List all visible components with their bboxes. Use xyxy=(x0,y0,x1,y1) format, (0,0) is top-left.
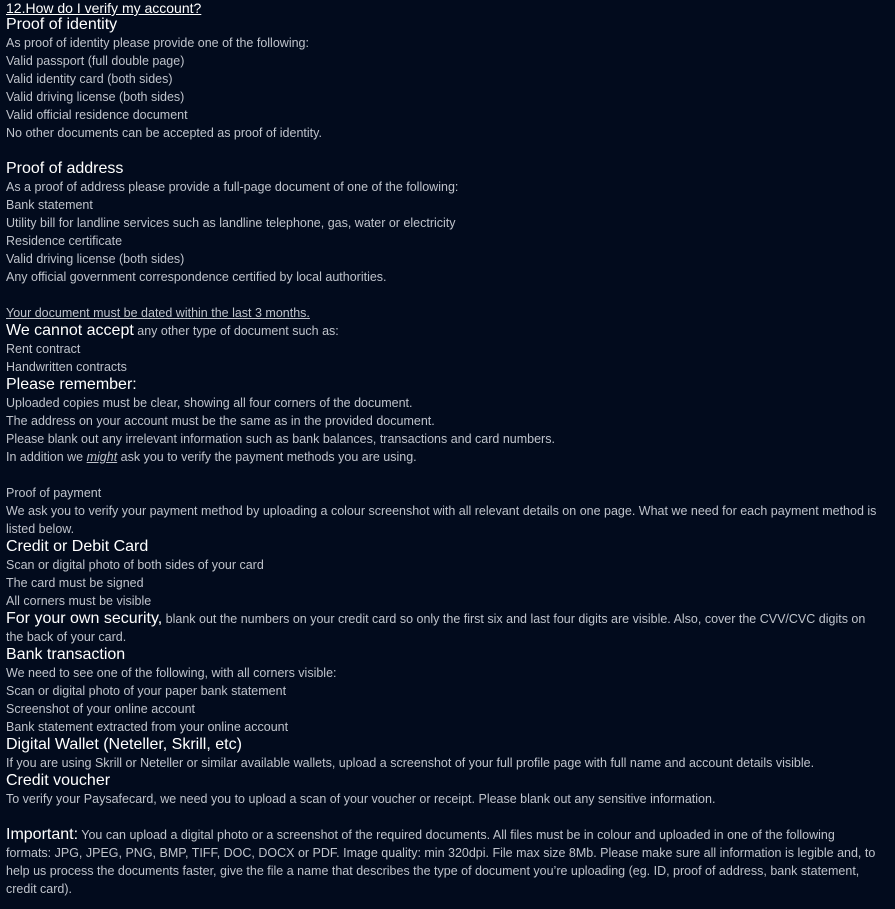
cannot-accept-item: Handwritten contracts xyxy=(6,360,127,374)
bank-line: Screenshot of your online account xyxy=(6,702,196,716)
identity-line: Valid identity card (both sides) xyxy=(6,72,173,86)
remember-line: The address on your account must be the same as in the provided document. xyxy=(6,414,435,428)
identity-line: No other documents can be accepted as proof of identity. xyxy=(6,126,322,140)
remember-might-line xyxy=(6,448,889,466)
card-line: Scan or digital photo of both sides of your card xyxy=(6,558,264,572)
question-title-link[interactable]: 12.How do I verify my account? xyxy=(6,0,202,16)
address-heading: Proof of address xyxy=(6,160,124,177)
address-line: Bank statement xyxy=(6,198,93,212)
might-word: might xyxy=(86,450,118,464)
identity-line: Valid passport (full double page) xyxy=(6,54,185,68)
address-line: Utility bill for landline services such as landline telephone, gas, water or electricity xyxy=(6,216,456,230)
voucher-text: To verify your Paysafecard, we need you to upload a scan of your voucher or receipt. Please blank out any sensitive information. xyxy=(6,792,716,806)
bank-line: Bank statement extracted from your online account xyxy=(6,720,289,734)
remember-line: Please blank out any irrelevant information such as bank balances, transactions and card numbers. xyxy=(6,432,555,446)
spacer xyxy=(6,808,889,826)
spacer xyxy=(6,142,889,160)
cannot-accept-item: Rent contract xyxy=(6,342,81,356)
identity-line: As proof of identity please provide one of the following: xyxy=(6,36,309,50)
cannot-accept-lead: We cannot accept xyxy=(6,322,134,339)
cannot-accept-line xyxy=(6,322,889,340)
payment-label: Proof of payment xyxy=(6,486,102,500)
might-pre: In addition we xyxy=(6,450,87,464)
address-line: Residence certificate xyxy=(6,234,123,248)
cannot-accept-rest: any other type of document such as: xyxy=(133,324,339,338)
important-lead: Important: xyxy=(6,826,79,843)
identity-heading: Proof of identity xyxy=(6,16,118,33)
might-post: ask you to verify the payment methods you are using. xyxy=(117,450,417,464)
spacer xyxy=(6,466,889,484)
dated-note: Your document must be dated within the last 3 months. xyxy=(6,306,310,320)
security-lead: For your own security, xyxy=(6,610,163,627)
wallet-heading: Digital Wallet (Neteller, Skrill, etc) xyxy=(6,736,242,753)
bank-heading: Bank transaction xyxy=(6,646,126,663)
card-heading: Credit or Debit Card xyxy=(6,538,149,555)
voucher-heading: Credit voucher xyxy=(6,772,111,789)
security-rest: blank out the numbers on your credit card so only the first six and last four digits are visible. Also, cover the CVV/CVC digits on the back of your card. xyxy=(6,612,866,644)
payment-intro: We ask you to verify your payment method by uploading a colour screenshot with all relevant details on one page. What we need for each payment method is listed below. xyxy=(6,504,877,536)
address-line: Any official government correspondence certified by local authorities. xyxy=(6,270,387,284)
address-line: As a proof of address please provide a full-page document of one of the following: xyxy=(6,180,459,194)
bank-line: We need to see one of the following, with all corners visible: xyxy=(6,666,337,680)
card-line: The card must be signed xyxy=(6,576,144,590)
address-line: Valid driving license (both sides) xyxy=(6,252,185,266)
card-line: All corners must be visible xyxy=(6,594,152,608)
bank-line: Scan or digital photo of your paper bank statement xyxy=(6,684,287,698)
spacer xyxy=(6,286,889,304)
important-paragraph xyxy=(6,826,889,898)
identity-line: Valid driving license (both sides) xyxy=(6,90,185,104)
identity-line: Valid official residence document xyxy=(6,108,188,122)
security-paragraph xyxy=(6,610,889,646)
remember-heading: Please remember: xyxy=(6,376,137,393)
wallet-text: If you are using Skrill or Neteller or similar available wallets, upload a screenshot of your full profile page with full name and account details visible. xyxy=(6,756,815,770)
important-rest: You can upload a digital photo or a screenshot of the required documents. All files must be in colour and uploaded in one of the following formats: JPG, JPEG, PNG, BMP, TIFF, DOC, DOCX or PDF. Image quality: min 320dpi. File max size 8Mb. Please make sure all information is legible and, to help us process the documents faster, give the file a name that describes the type of document you’re uploading (eg. ID, proof of address, bank statement, credit card). xyxy=(6,828,876,896)
remember-line: Uploaded copies must be clear, showing all four corners of the document. xyxy=(6,396,413,410)
